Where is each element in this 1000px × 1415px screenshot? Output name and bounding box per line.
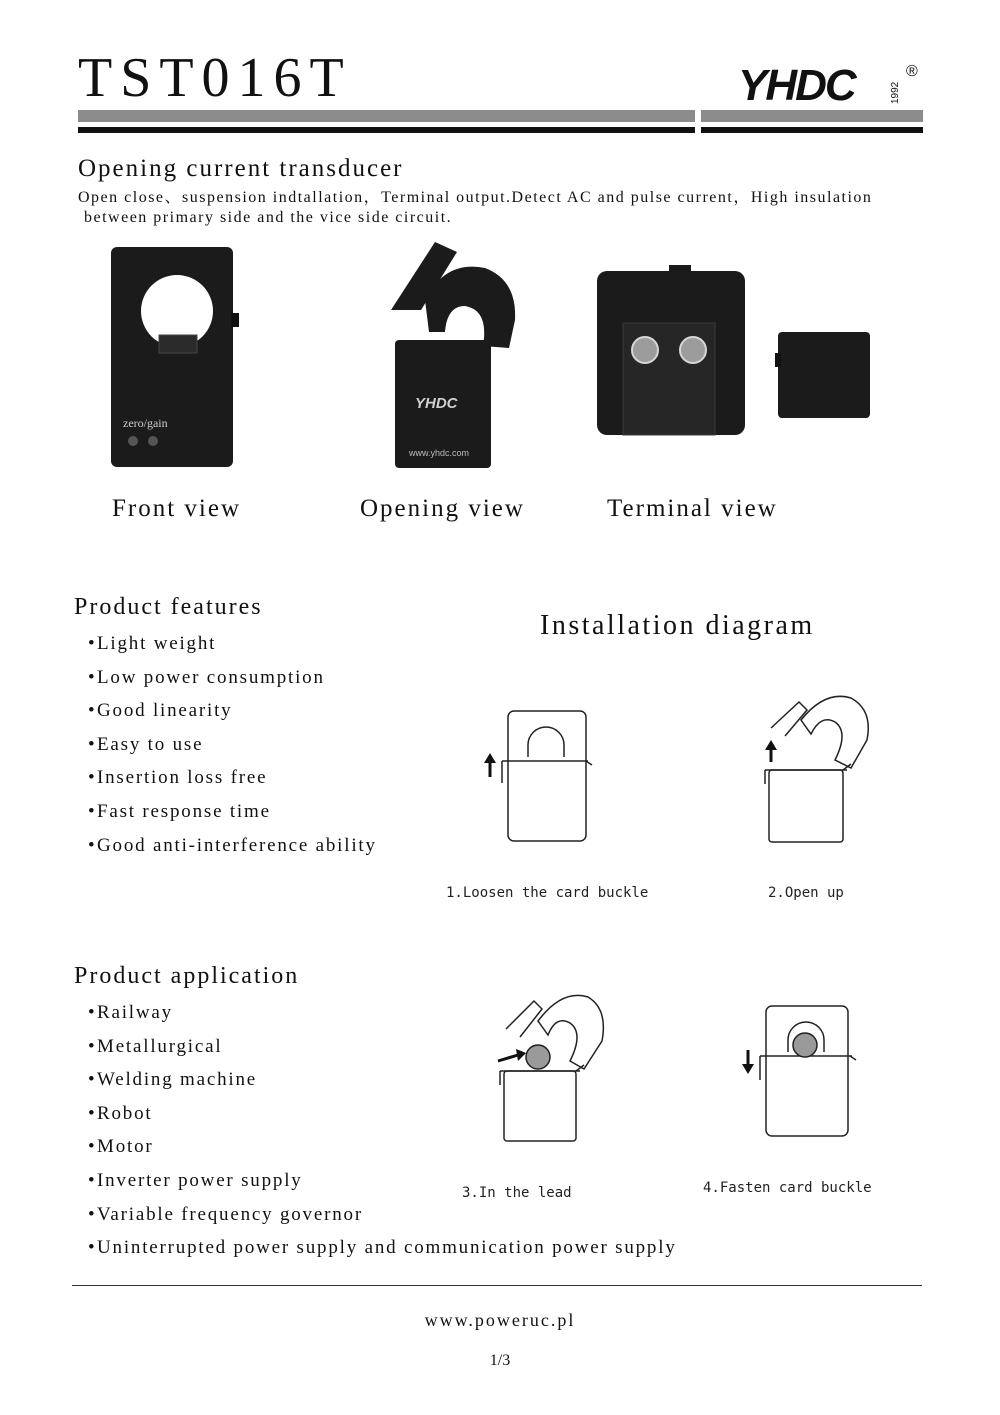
- opening-url-marking: www.yhdc.com: [409, 448, 470, 458]
- installation-title: Installation diagram: [540, 610, 815, 641]
- list-item: •Fast response time: [88, 800, 271, 822]
- list-item: •Robot: [88, 1102, 153, 1124]
- features-title: Product features: [74, 594, 263, 620]
- opening-view-photo: [385, 240, 525, 472]
- terminal-view-photo: [595, 265, 880, 437]
- step-4-diagram: [738, 1000, 860, 1142]
- step-1-diagram: [478, 705, 598, 847]
- model-title: TST016T: [78, 47, 352, 109]
- list-item: •Good linearity: [88, 700, 233, 722]
- description-line-2: between primary side and the vice side circuit.: [84, 209, 453, 226]
- list-item: •Light weight: [88, 633, 217, 654]
- list-item: •Good anti-interference ability: [88, 834, 377, 856]
- footer-website: www.poweruc.pl: [424, 1310, 576, 1330]
- description-line-1: Open close、suspension indtallation，Terminal output.Detect AC and pulse current，High insulation: [78, 189, 873, 206]
- front-view-label: Front view: [112, 495, 242, 522]
- product-subtitle: Opening current transducer: [78, 155, 404, 182]
- list-item: •Easy to use: [88, 733, 204, 755]
- registered-mark: ®: [906, 63, 918, 80]
- applications-title: Product application: [74, 963, 300, 989]
- step-3-caption: 3.In the lead: [462, 1185, 572, 1201]
- opening-logo-marking: YHDC: [415, 395, 458, 412]
- list-item: •Motor: [88, 1136, 154, 1158]
- list-item: •Uninterrupted power supply and communication power supply: [88, 1237, 677, 1259]
- front-view-photo: [105, 243, 245, 471]
- features-list: [88, 627, 377, 862]
- zero-gain-marking: zero/gain: [123, 416, 168, 430]
- list-item: •Railway: [88, 1002, 173, 1023]
- step-2-diagram: [755, 688, 880, 846]
- terminal-view-label: Terminal view: [607, 495, 778, 522]
- step-4-caption: 4.Fasten card buckle: [703, 1180, 872, 1196]
- step-1-caption: 1.Loosen the card buckle: [446, 885, 649, 901]
- product-description: [78, 188, 938, 228]
- footer-divider: [72, 1285, 922, 1286]
- list-item: •Metallurgical: [88, 1035, 223, 1057]
- step-2-caption: 2.Open up: [768, 885, 844, 901]
- list-item: •Variable frequency governor: [88, 1203, 363, 1225]
- list-item: •Low power consumption: [88, 666, 325, 688]
- step-3-diagram: [490, 985, 615, 1145]
- header-bar-grey: [78, 110, 923, 122]
- list-item: •Inverter power supply: [88, 1169, 303, 1191]
- opening-view-label: Opening view: [360, 495, 525, 522]
- list-item: •Insertion loss free: [88, 767, 268, 789]
- logo-year: 1992: [890, 81, 901, 104]
- yhdc-logo: [738, 60, 928, 106]
- logo-text: YHDC: [738, 61, 855, 106]
- list-item: •Welding machine: [88, 1069, 258, 1091]
- header-bar-black: [78, 127, 923, 133]
- page-number: 1/3: [489, 1352, 511, 1369]
- header-bar-gap: [695, 108, 701, 136]
